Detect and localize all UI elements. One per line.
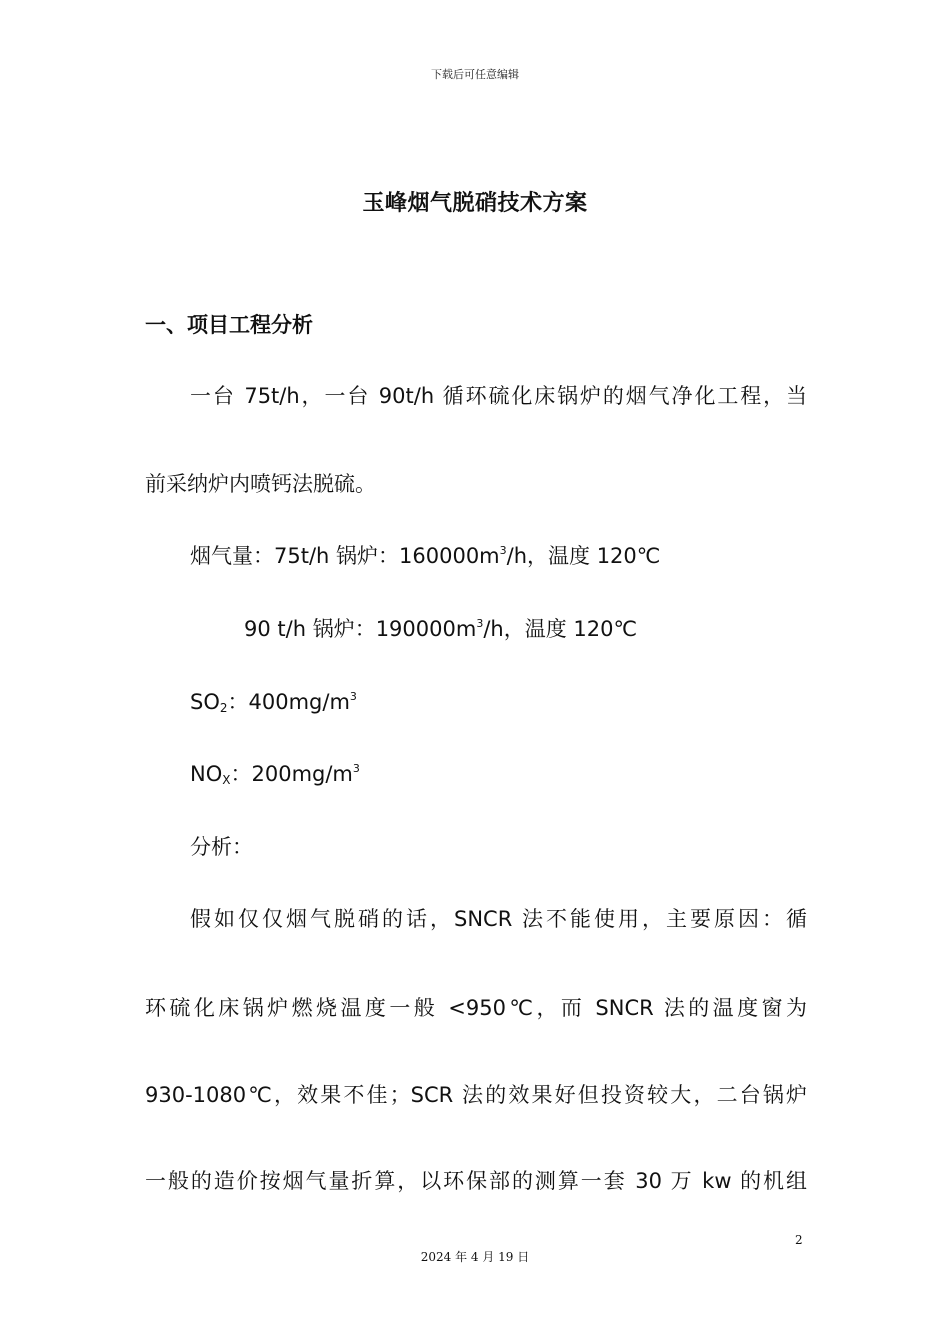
nox-subscript: X: [222, 773, 231, 787]
nox-exponent: 3: [352, 762, 360, 775]
analysis-label: 分析：: [190, 835, 253, 859]
flue-gas-90-rest: /h，温度 120℃: [483, 617, 638, 641]
analysis-line-3: 930-1080℃，效果不佳；SCR 法的效果好但投资较大，二台锅炉: [145, 1083, 807, 1107]
flue-gas-90-exponent: 3: [476, 617, 484, 630]
footer-date: 2024 年 4 月 19 日: [420, 1250, 530, 1264]
intro-paragraph-line-1: 一台 75t/h，一台 90t/h 循环硫化床锅炉的烟气净化工程，当: [190, 384, 807, 408]
so2-line: [190, 687, 357, 717]
analysis-line-4: 一般的造价按烟气量折算，以环保部的测算一套 30 万 kw 的机组: [145, 1169, 807, 1193]
flue-gas-90-line: [244, 614, 637, 644]
analysis-line-2: 环硫化床锅炉燃烧温度一般 <950℃，而 SNCR 法的温度窗为: [145, 996, 807, 1020]
analysis-line-1: 假如仅仅烟气脱硝的话，SNCR 法不能使用，主要原因：循: [190, 907, 807, 931]
so2-subscript: 2: [219, 701, 228, 715]
nox-prefix: NO: [190, 762, 223, 786]
flue-gas-90-label: 90 t/h 锅炉：190000m: [244, 617, 477, 641]
section-heading: 一、项目工程分析: [145, 313, 313, 337]
flue-gas-75-exponent: 3: [499, 544, 507, 557]
intro-paragraph-line-2: 前采纳炉内喷钙法脱硫。: [145, 472, 376, 496]
so2-value: ：400mg/m: [227, 690, 350, 714]
document-title: 玉峰烟气脱硝技术方案: [362, 191, 588, 216]
header-note: 下载后可任意编辑: [431, 68, 519, 81]
nox-value: ：200mg/m: [230, 762, 353, 786]
flue-gas-75-line: [190, 541, 660, 571]
nox-line: [190, 759, 360, 789]
flue-gas-75-rest: /h，温度 120℃: [506, 544, 661, 568]
flue-gas-75-label: 烟气量：75t/h 锅炉：160000m: [190, 544, 500, 568]
so2-prefix: SO: [190, 690, 220, 714]
so2-exponent: 3: [349, 690, 357, 703]
page-number: 2: [795, 1233, 803, 1247]
